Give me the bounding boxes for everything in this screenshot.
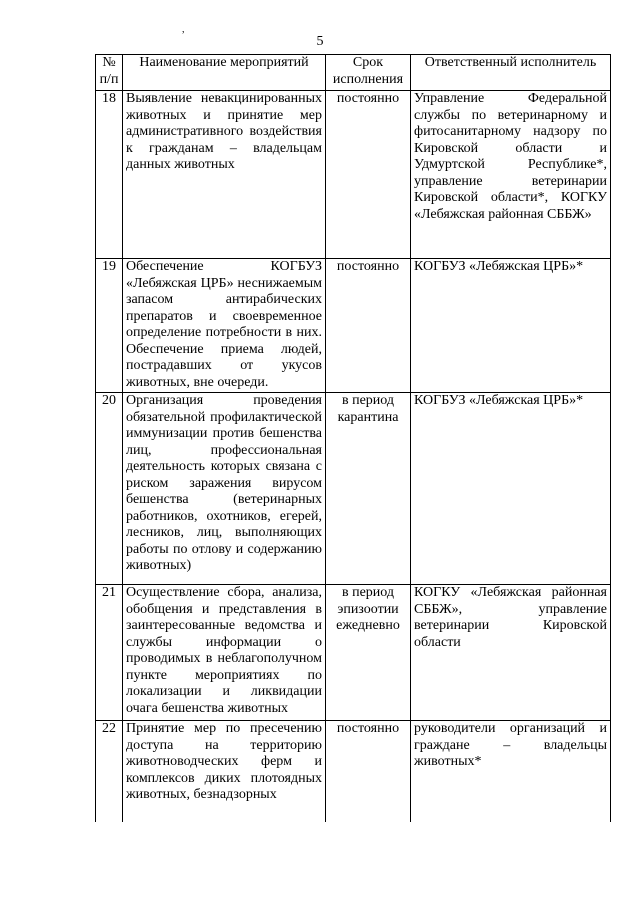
measure-term: постоянно: [326, 259, 411, 393]
table-row: [96, 585, 611, 721]
table-row: [96, 91, 611, 259]
measure-term: в период карантина: [326, 393, 411, 585]
measure-name: Организация проведения обязательной профилактической иммунизации против бешенства лиц, профессиональная деятельность которых связана с риском заражения вирусом бешенства (ветеринарных работников, охотников, егерей, лесников, лиц, выполняющих работы по отлову и содержанию животных): [123, 393, 326, 585]
measure-term: постоянно: [326, 91, 411, 259]
measure-name: Осуществление сбора, анализа, обобщения и представления в заинтересованные ведомства и службы информации о проводимых в неблагополучном пункте мероприятиях по локализации и ликвидации очага бешенства животных: [123, 585, 326, 721]
measure-responsible: КОГКУ «Лебяжская районная СББЖ», управление ветеринарии Кировской области: [411, 585, 611, 721]
header-num: № п/п: [96, 55, 123, 91]
table-row: [96, 721, 611, 823]
measure-name: Принятие мер по пресечению доступа на территорию животноводческих ферм и комплексов диких плотоядных животных, безнадзорных: [123, 721, 326, 823]
row-number: 19: [96, 259, 123, 393]
measure-responsible: КОГБУЗ «Лебяжская ЦРБ»*: [411, 393, 611, 585]
measure-responsible: руководители организаций и граждане – владельцы животных*: [411, 721, 611, 823]
table-header-row: [96, 55, 611, 91]
measure-term: в период эпизоотии ежедневно: [326, 585, 411, 721]
row-number: 20: [96, 393, 123, 585]
header-name: Наименование мероприятий: [123, 55, 326, 91]
measures-table: [95, 54, 611, 822]
page-number: 5: [316, 34, 324, 49]
measure-term: постоянно: [326, 721, 411, 823]
row-number: 22: [96, 721, 123, 823]
page-mark: ,: [182, 24, 185, 35]
table-row: [96, 393, 611, 585]
row-number: 21: [96, 585, 123, 721]
measure-responsible: Управление Федеральной службы по ветеринарному и фитосанитарному надзору по Кировской области и Удмуртской Республике*, управление ветеринарии Кировской области*, КОГКУ «Лебяжская районная СББЖ»: [411, 91, 611, 259]
row-number: 18: [96, 91, 123, 259]
measure-name: Обеспечение КОГБУЗ «Лебяжская ЦРБ» неснижаемым запасом антирабических препаратов и своевременное определение потребности в них. Обеспечение приема людей, пострадавших от укусов животных, вне очереди.: [123, 259, 326, 393]
header-term: Срок исполнения: [326, 55, 411, 91]
table-row: [96, 259, 611, 393]
measure-responsible: КОГБУЗ «Лебяжская ЦРБ»*: [411, 259, 611, 393]
measure-name: Выявление невакцинированных животных и принятие мер административного воздействия к гражданам – владельцам данных животных: [123, 91, 326, 259]
header-responsible: Ответственный исполнитель: [411, 55, 611, 91]
